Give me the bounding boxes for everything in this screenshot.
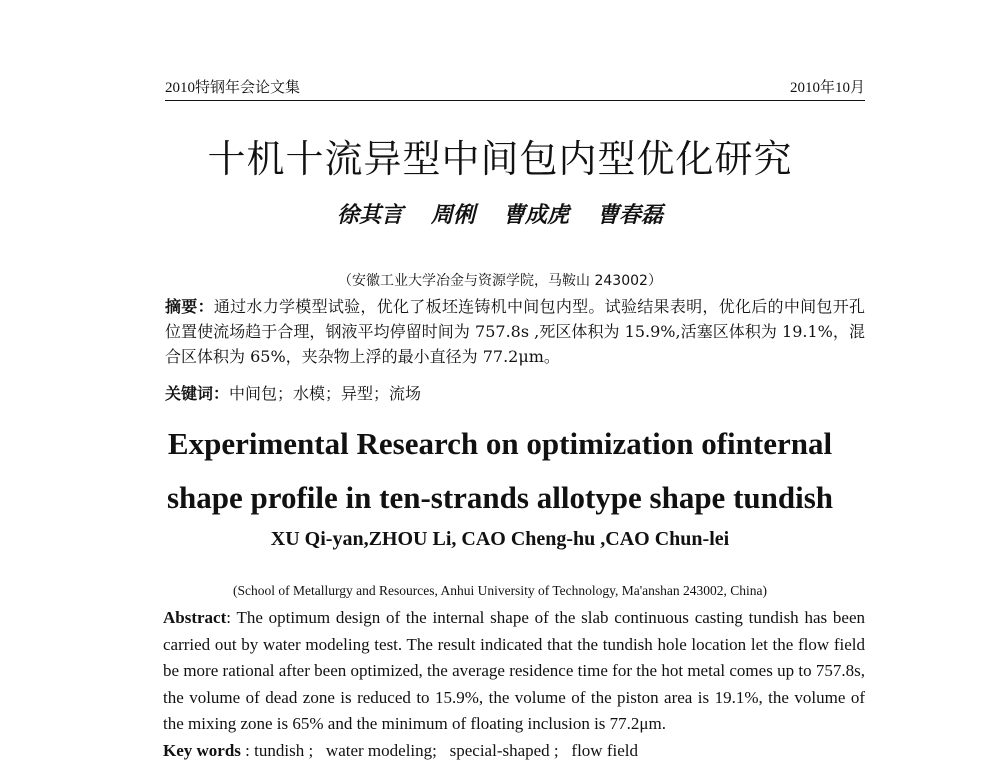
affiliation-chinese: （安徽工业大学冶金与资源学院，马鞍山 243002） bbox=[338, 273, 662, 289]
abstract-en-text: : The optimum design of the internal shape of the slab continuous casting tundish has been carried out by water modeling test. The result indicated that the tundish hole location let the flow field be more rational after been optimized, the average residence time for the hot metal comes up to 757.8s, the volume of dead zone is reduced to 15.9%, the volume of the piston area is 19.1%, the volume of the mixing zone is 65% and the minimum of floating inclusion is 77.2μm. bbox=[163, 608, 865, 733]
abstract-en-label: Abstract bbox=[163, 608, 227, 627]
abstract-cn-label: 摘要： bbox=[165, 297, 214, 316]
authors-english: XU Qi-yan,ZHOU Li, CAO Cheng-hu ,CAO Chun-lei bbox=[270, 528, 730, 550]
header-journal: 2010特钢年会论文集 bbox=[165, 80, 301, 96]
keywords-cn-label: 关键词： bbox=[165, 384, 230, 403]
author-cn-1: 徐其言 bbox=[336, 202, 403, 228]
keywords-en-text: : tundish ; water modeling; special-shaped ; flow field bbox=[240, 741, 638, 760]
author-cn-2: 周俐 bbox=[430, 202, 475, 228]
abstract-cn-text: 通过水力学模型试验，优化了板坯连铸机中间包内型。试验结果表明，优化后的中间包开孔位置使流场趋于合理，钢液平均停留时间为 757.8s ,死区体积为 15.9%,活塞区体积为 19.1%，混合区体积为 65%，夹杂物上浮的最小直径为 77.2μm。 bbox=[165, 297, 865, 366]
author-cn-3: 曹成虎 bbox=[503, 202, 570, 228]
title-english-line1: Experimental Research on optimization ofinternal bbox=[167, 426, 833, 461]
title-chinese: 十机十流异型中间包内型优化研究 bbox=[207, 137, 793, 181]
running-header bbox=[165, 76, 865, 101]
header-date: 2010年10月 bbox=[789, 80, 865, 96]
abstract-chinese bbox=[165, 294, 865, 369]
keywords-cn-text: 中间包；水模；异型；流场 bbox=[229, 384, 422, 403]
authors-chinese bbox=[0, 198, 1000, 229]
keywords-en-label: Key words bbox=[163, 741, 241, 760]
keywords-english bbox=[163, 738, 865, 764]
title-english-line2: shape profile in ten-strands allotype shape tundish bbox=[166, 480, 834, 515]
author-cn-4: 曹春磊 bbox=[597, 202, 664, 228]
abstract-english bbox=[163, 605, 865, 738]
keywords-chinese bbox=[165, 381, 865, 406]
affiliation-english: (School of Metallurgy and Resources, Anhui University of Technology, Ma'anshan 243002, China) bbox=[232, 583, 768, 598]
